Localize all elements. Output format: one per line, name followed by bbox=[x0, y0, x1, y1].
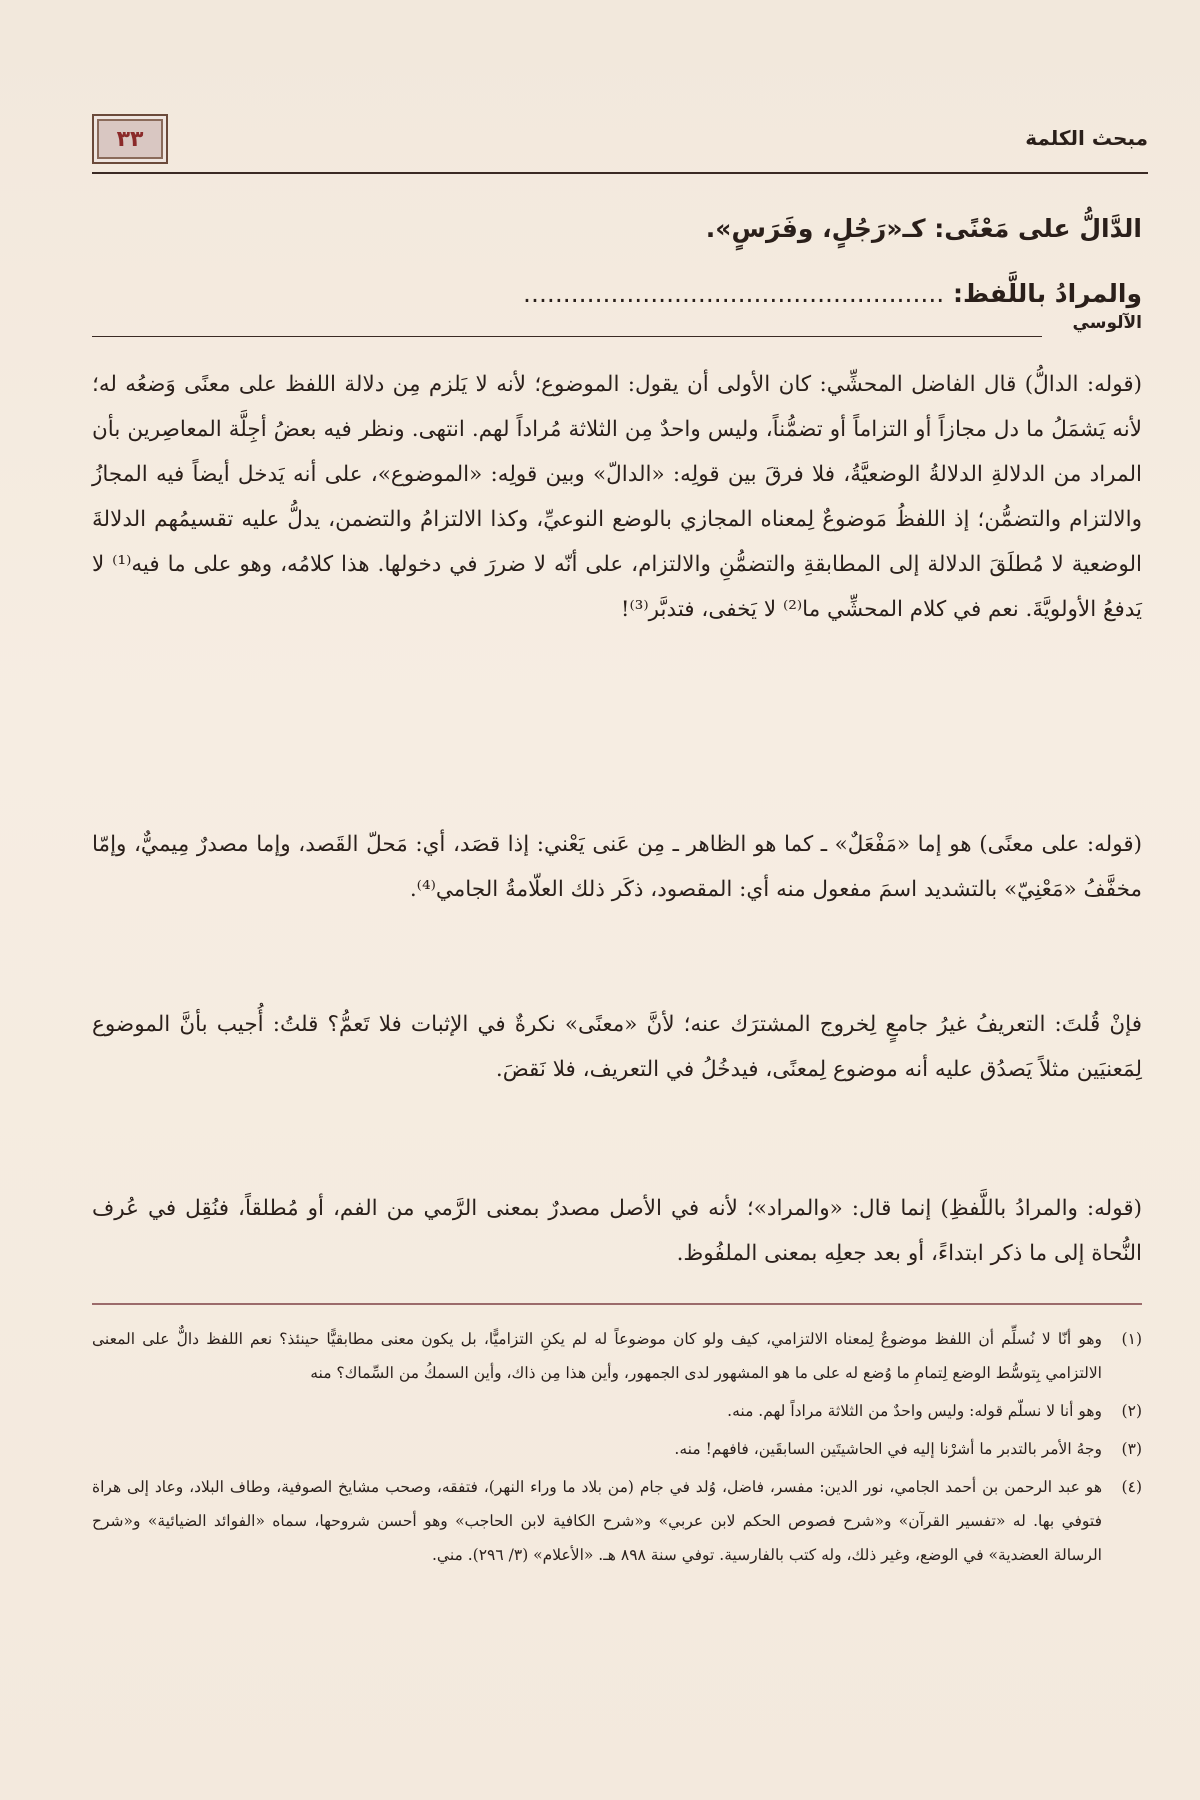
footnote-text: وهو أنا لا نسلّم قوله: وليس واحدٌ من الثلاثة مراداً لهم. منه. bbox=[727, 1402, 1102, 1420]
footnote-number: (١) bbox=[1121, 1330, 1142, 1348]
commentary-paragraph-1: (قوله: الدالُّ) قال الفاضل المحشِّي: كان الأولى أن يقول: الموضوع؛ لأنه لا يَلزم مِن دلالة اللفظ على معنًى وَضعُه له؛ لأنه يَشمَلُ ما دل مجازاً أو التزاماً أو تضمُّناً، وليس واحدٌ مِن الثلاثة مُراداً لهم. انتهى. ونظر فيه بعضُ أجِلَّة المعاصِرين بأن المراد من الدلالةِ الدلالةُ الوضعيَّةُ، فلا فرقَ بين قولِه: «الدالّ» وبين قولِه: «الموضوع»، على أنه يَدخل أيضاً فيه المجازُ والالتزام والتضمُّن؛ إذ اللفظُ مَوضوعٌ لِمعناه المجازي بالوضع النوعيِّ، وكذا الالتزامُ والتضمن، يدلُّ عليه تقسيمُهم الدلالةَ الوضعية لا مُطلَقَ الدلالة إلى المطابقةِ والتضمُّنِ والالتزام، على أنّه لا ضررَ في دخولها. هذا كلامُه، وهو على ما فيه⁽¹⁾ لا يَدفعُ الأولويَّةَ. نعم في كلام المحشِّي ما⁽²⁾ لا يَخفى، فتدبَّر⁽³⁾! bbox=[92, 372, 1143, 622]
page-header bbox=[92, 112, 1148, 174]
footnote bbox=[92, 1394, 1142, 1428]
footnote-text: وجهُ الأمر بالتدبر ما أشرْنا إليه في الحاشيتَين السابقَين، فافهم! منه. bbox=[674, 1440, 1102, 1458]
footnote bbox=[92, 1432, 1142, 1466]
footnote-number: (٣) bbox=[1121, 1440, 1142, 1458]
footnote-divider bbox=[92, 1303, 1142, 1305]
footnote-number: (٤) bbox=[1121, 1478, 1142, 1496]
commentary-paragraph-2: (قوله: على معنًى) هو إما «مَفْعَلٌ» ـ كما هو الظاهر ـ مِن عَنى يَعْني: إذا قصَد، أي: مَحلّ القَصد، وإما مصدرٌ مِيميٌّ، وإمّا مخفَّفُ «مَعْنِيّ» بالتشديد اسمَ مفعول منه أي: المقصود، ذكَر ذلك العلّامةُ الجامي⁽⁴⁾. bbox=[92, 832, 1142, 902]
page-number-badge bbox=[92, 114, 168, 164]
matn-line-2-text: والمرادُ باللَّفظ: bbox=[952, 279, 1142, 308]
matn-line-1: الدَّالُّ على مَعْنًى: كـ«رَجُلٍ، وفَرَسٍ». bbox=[705, 214, 1142, 243]
footnote bbox=[92, 1322, 1142, 1390]
footnote-number: (٢) bbox=[1121, 1402, 1142, 1420]
running-head: مبحث الكلمة bbox=[1025, 126, 1148, 150]
footnote-text: هو عبد الرحمن بن أحمد الجامي، نور الدين: مفسر، فاضل، وُلد في جام (من بلاد ما وراء النهر)، فتفقه، وصحب مشايخ الصوفية، وطاف البلاد، وعاد إلى هراة فتوفي بها. له «تفسير القرآن» و«شرح فصوص الحكم لابن عربي» و«شرح الكافية لابن الحاجب» وهو أحسن شروحها، سماه «الفوائد الضيائية» و«شرح الرسالة العضدية» في الوضع، وغير ذلك، وله كتب بالفارسية. توفي سنة ٨٩٨ هـ. «الأعلام» (٣/ ٢٩٦). مني. bbox=[92, 1478, 1102, 1564]
footnote-text: وهو أنّا لا نُسلِّم أن اللفظ موضوعٌ لِمعناه الالتزامي، كيف ولو كان موضوعاً له لم يكنِ التزاميًّا، بل يكون معنى مطابقيًّا حينئذ؟ نعم اللفظ دالٌّ على المعنى الالتزامي بِتوسُّط الوضع لِتمامِ ما وُضع له على ما هو المشهور لدى الجمهور، وأين هذا مِن ذاك، وأين السمكُ من السِّماك؟ منه bbox=[92, 1330, 1102, 1382]
matn-line-2 bbox=[92, 265, 1142, 323]
commentary-divider bbox=[92, 336, 1042, 337]
matn-line-2-dots: ..................................................... bbox=[523, 279, 945, 308]
footnote bbox=[92, 1470, 1142, 1572]
commentator-label: الآلوسي bbox=[1072, 313, 1142, 333]
commentary-paragraph-3: فإنْ قُلتَ: التعريفُ غيرُ جامعٍ لِخروج المشترَك عنه؛ لأنَّ «معنًى» نكرةٌ في الإثبات فلا تَعمُّ؟ قلتُ: أُجيب بأنَّ الموضوع لِمَعنيَين مثلاً يَصدُق عليه أنه موضوع لِمعنًى، فيدخُلُ في التعريف، فلا نَقضَ. bbox=[92, 1012, 1142, 1082]
page-number: ٣٣ bbox=[116, 126, 144, 152]
commentary-paragraph-4: (قوله: والمرادُ باللَّفظِ) إنما قال: «والمراد»؛ لأنه في الأصل مصدرٌ بمعنى الرَّمي من الفم، أو مُطلقاً، فنُقِل في عُرف النُّحاة إلى ما ذكر ابتداءً، أو بعد جعلِه بمعنى الملفُوظ. bbox=[92, 1196, 1142, 1266]
footnotes bbox=[92, 1322, 1142, 1576]
